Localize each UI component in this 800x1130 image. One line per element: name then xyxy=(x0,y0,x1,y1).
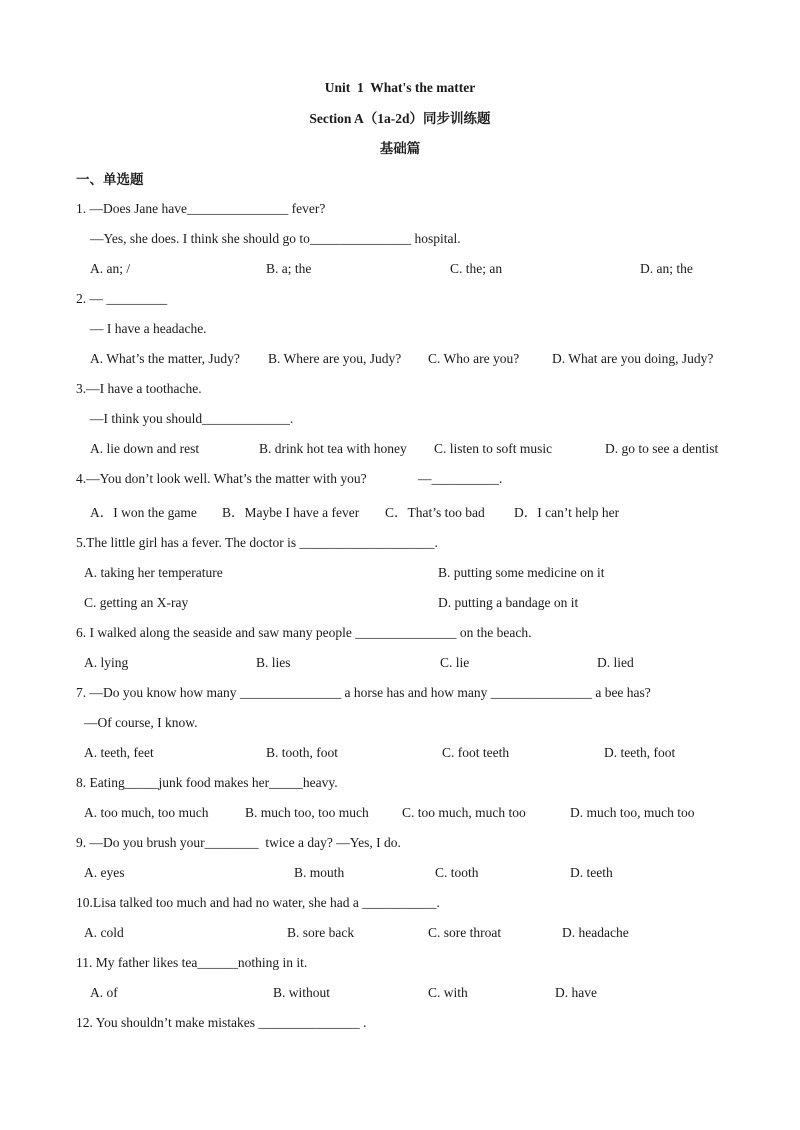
q8-option-c[interactable]: C. too much, much too xyxy=(402,805,526,820)
q4-option-b[interactable]: B．Maybe I have a fever xyxy=(222,505,360,520)
q8-option-a[interactable]: A. too much, too much xyxy=(84,805,209,820)
q9-option-d[interactable]: D. teeth xyxy=(570,865,613,880)
difficulty-level: 基础篇 xyxy=(379,141,421,156)
q7-stem-2: —Of course, I know. xyxy=(84,715,198,730)
q10-option-b[interactable]: B. sore back xyxy=(287,925,355,940)
q3-option-b[interactable]: B. drink hot tea with honey xyxy=(259,441,407,456)
q2-stem: 2. — _________ xyxy=(76,291,168,306)
q6-option-a[interactable]: A. lying xyxy=(84,655,129,670)
q11-option-d[interactable]: D. have xyxy=(555,985,597,1000)
q1-option-b[interactable]: B. a; the xyxy=(266,261,312,276)
q5-option-b[interactable]: B. putting some medicine on it xyxy=(438,565,605,580)
q5-option-c[interactable]: C. getting an X-ray xyxy=(84,595,189,610)
q11-option-c[interactable]: C. with xyxy=(428,985,468,1000)
q1-option-c[interactable]: C. the; an xyxy=(450,261,503,276)
q6-option-d[interactable]: D. lied xyxy=(597,655,634,670)
q7-option-a[interactable]: A. teeth, feet xyxy=(84,745,154,760)
q3-stem-2: —I think you should_____________. xyxy=(90,411,294,426)
q6-option-c[interactable]: C. lie xyxy=(440,655,470,670)
q1-stem-2: —Yes, she does. I think she should go to_______________ hospital. xyxy=(90,231,461,246)
q10-stem: 10.Lisa talked too much and had no water, she had a ___________. xyxy=(76,895,440,910)
q2-option-a[interactable]: A. What’s the matter, Judy? xyxy=(90,351,240,366)
q8-stem: 8. Eating_____junk food makes her_____heavy. xyxy=(76,775,338,790)
q9-stem: 9. —Do you brush your________ twice a day? —Yes, I do. xyxy=(76,835,401,850)
q3-stem: 3.—I have a toothache. xyxy=(76,381,202,396)
q8-option-b[interactable]: B. much too, too much xyxy=(245,805,369,820)
q3-option-d[interactable]: D. go to see a dentist xyxy=(605,441,719,456)
q7-stem: 7. —Do you know how many _______________ a horse has and how many _______________ a bee has? xyxy=(76,685,651,700)
section-heading: 一、单选题 xyxy=(76,172,144,187)
q10-option-c[interactable]: C. sore throat xyxy=(428,925,502,940)
q6-stem: 6. I walked along the seaside and saw many people _______________ on the beach. xyxy=(76,625,532,640)
q4-option-a[interactable]: A．I won the game xyxy=(90,505,197,520)
q6-option-b[interactable]: B. lies xyxy=(256,655,291,670)
q5-option-d[interactable]: D. putting a bandage on it xyxy=(438,595,579,610)
q8-option-d[interactable]: D. much too, much too xyxy=(570,805,695,820)
q11-option-a[interactable]: A. of xyxy=(90,985,118,1000)
q4-stem: 4.—You don’t look well. What’s the matter with you? xyxy=(76,471,367,486)
q1-option-d[interactable]: D. an; the xyxy=(640,261,693,276)
q4-option-d[interactable]: D．I can’t help her xyxy=(514,505,620,520)
q2-option-c[interactable]: C. Who are you? xyxy=(428,351,520,366)
q5-option-a[interactable]: A. taking her temperature xyxy=(84,565,223,580)
q11-stem: 11. My father likes tea______nothing in it. xyxy=(76,955,308,970)
q3-option-a[interactable]: A. lie down and rest xyxy=(90,441,200,456)
q7-option-b[interactable]: B. tooth, foot xyxy=(266,745,339,760)
q5-stem: 5.The little girl has a fever. The doctor is ____________________. xyxy=(76,535,438,550)
q3-option-c[interactable]: C. listen to soft music xyxy=(434,441,553,456)
q9-option-a[interactable]: A. eyes xyxy=(84,865,125,880)
q4-option-c[interactable]: C．That’s too bad xyxy=(385,505,485,520)
q11-option-b[interactable]: B. without xyxy=(273,985,331,1000)
q7-option-d[interactable]: D. teeth, foot xyxy=(604,745,676,760)
q9-option-b[interactable]: B. mouth xyxy=(294,865,345,880)
q9-option-c[interactable]: C. tooth xyxy=(435,865,479,880)
q1-option-a[interactable]: A. an; / xyxy=(90,261,131,276)
q12-stem: 12. You shouldn’t make mistakes _______________ . xyxy=(76,1015,367,1030)
q1-stem: 1. —Does Jane have_______________ fever? xyxy=(76,201,326,216)
q4-answer-blank: —__________. xyxy=(418,471,503,486)
page-subtitle: Section A（1a-2d）同步训练题 xyxy=(309,111,491,126)
q2-stem-2: — I have a headache. xyxy=(90,321,207,336)
page-title: Unit 1 What's the matter xyxy=(324,80,476,95)
q7-option-c[interactable]: C. foot teeth xyxy=(442,745,510,760)
q10-option-a[interactable]: A. cold xyxy=(84,925,124,940)
q2-option-d[interactable]: D. What are you doing, Judy? xyxy=(552,351,714,366)
q10-option-d[interactable]: D. headache xyxy=(562,925,629,940)
q2-option-b[interactable]: B. Where are you, Judy? xyxy=(268,351,402,366)
